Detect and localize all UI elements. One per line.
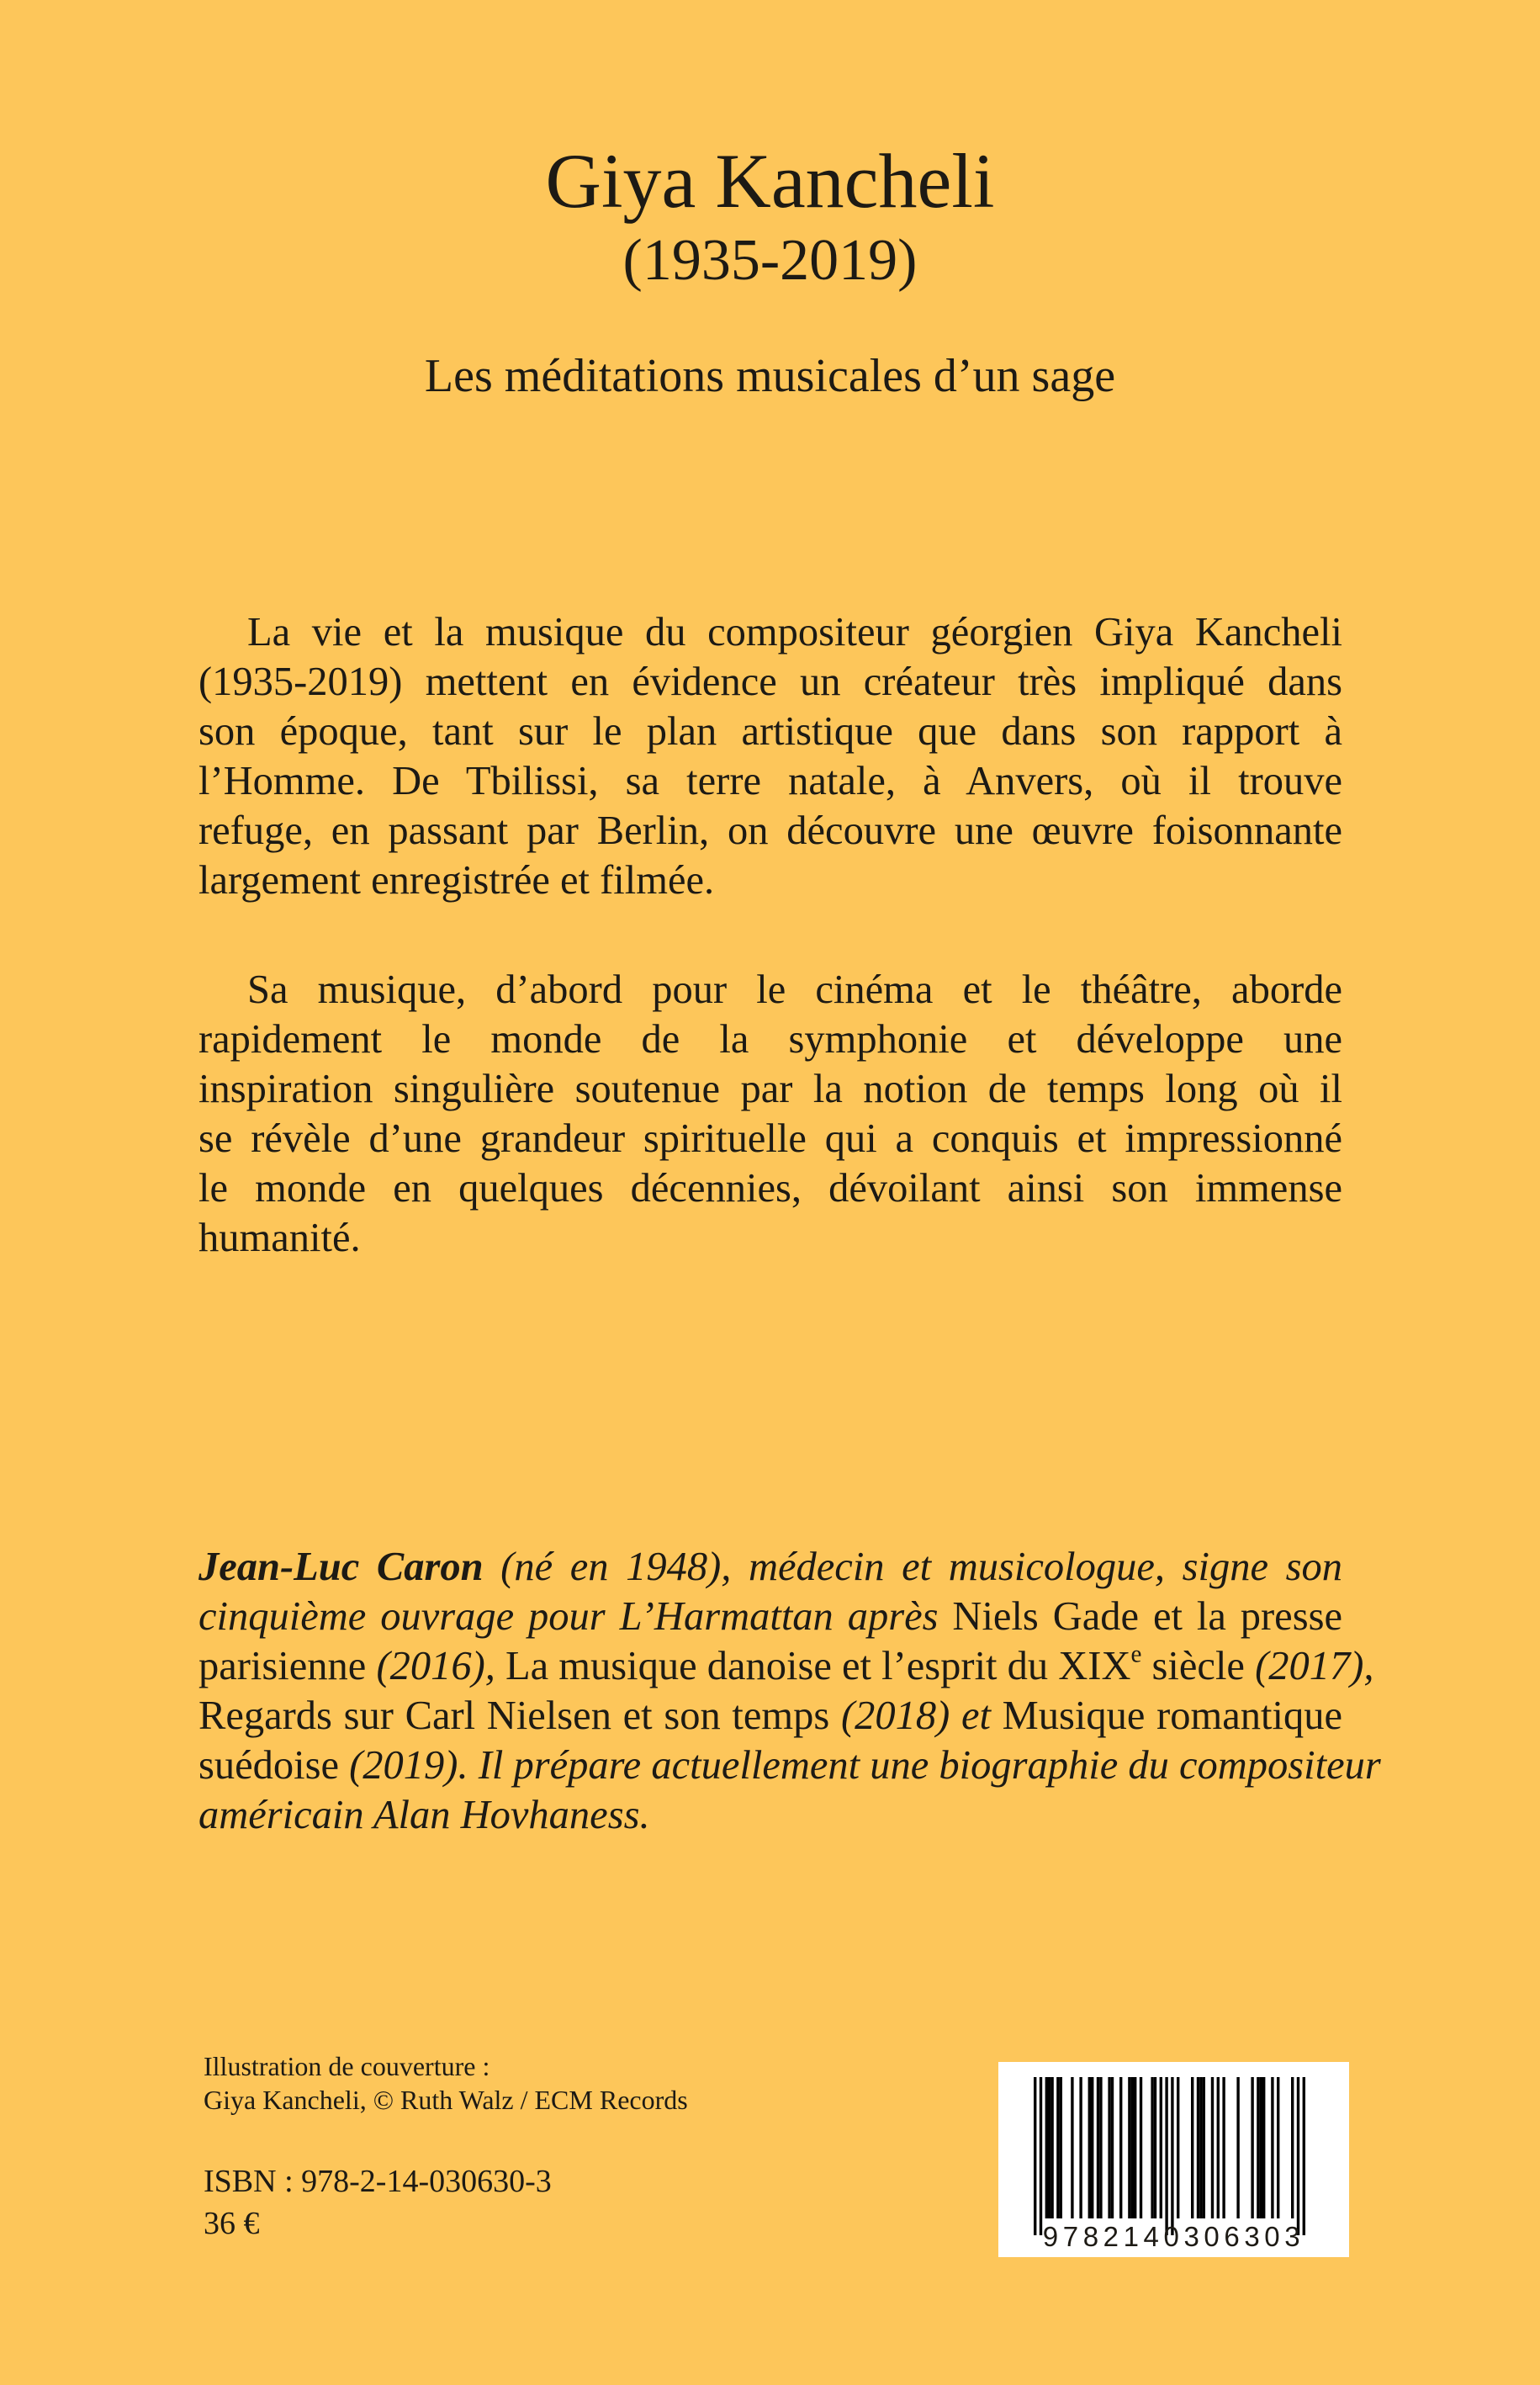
barcode-bar	[1277, 2077, 1279, 2218]
barcode-bar	[1257, 2077, 1259, 2218]
barcode-bar	[1088, 2077, 1091, 2218]
barcode-bar	[1271, 2077, 1273, 2218]
barcode-bar	[1251, 2077, 1253, 2218]
barcode-bar	[1171, 2077, 1173, 2235]
barcode-bar	[1199, 2077, 1202, 2218]
barcode-bar	[1236, 2077, 1239, 2218]
barcode-bar	[1079, 2077, 1082, 2218]
summary-line: (1935-2019) mettent en évidence un créateur très impliqué dans	[198, 660, 1342, 704]
barcode-bar	[1128, 2077, 1130, 2218]
barcode-bar	[1303, 2077, 1305, 2235]
book-title: Giya Kancheli	[545, 138, 995, 224]
bio-line: américain Alan Hovhaness.	[198, 1793, 650, 1837]
barcode-bar	[1197, 2077, 1199, 2218]
summary-line: inspiration singulière soutenue par la notion de temps long où il	[198, 1067, 1342, 1111]
barcode-bar	[1291, 2077, 1294, 2218]
isbn-block	[204, 2160, 552, 2245]
barcode-bar	[1091, 2077, 1093, 2218]
barcode-bar	[1045, 2077, 1048, 2218]
barcode-bar	[1071, 2077, 1073, 2218]
barcode-bar	[1119, 2077, 1122, 2218]
summary-line: se révèle d’une grandeur spirituelle qui a conquis et impressionné	[198, 1116, 1342, 1161]
cover-credit	[204, 2049, 688, 2117]
barcode-bar	[1217, 2077, 1220, 2218]
summary-line: le monde en quelques décennies, dévoilant ainsi son immense	[198, 1166, 1342, 1211]
summary-line: son époque, tant sur le plan artistique que dans son rapport à	[198, 709, 1342, 754]
book-subtitle: Les méditations musicales d’un sage	[424, 350, 1116, 402]
isbn: ISBN : 978-2-14-030630-3	[204, 2164, 552, 2199]
barcode-bar	[1108, 2077, 1110, 2218]
barcode-bar	[1297, 2077, 1299, 2235]
barcode-bar	[1191, 2077, 1193, 2218]
summary-line: La vie et la musique du compositeur géorgien Giya Kancheli	[247, 610, 1342, 655]
credit-line-1: Illustration de couverture :	[204, 2051, 490, 2081]
barcode-bar	[1048, 2077, 1050, 2218]
barcode-bar	[1050, 2077, 1053, 2218]
bio-line: Regards sur Carl Nielsen et son temps (2018) et Musique romantique	[198, 1693, 1342, 1738]
barcode-bar	[1140, 2077, 1142, 2218]
summary-line: refuge, en passant par Berlin, on découvre une œuvre foisonnante	[198, 808, 1342, 853]
summary-paragraph-2	[198, 965, 1342, 1263]
bio-line: cinquième ouvrage pour L’Harmattan après Niels Gade et la presse	[198, 1594, 1342, 1639]
barcode-bar	[1056, 2077, 1059, 2218]
barcode-bar	[1060, 2077, 1062, 2218]
barcode-bar	[1131, 2077, 1134, 2218]
barcode-bar	[1262, 2077, 1265, 2218]
author-name: Jean-Luc Caron	[198, 1545, 484, 1589]
barcode-bar	[1177, 2077, 1179, 2218]
barcode-bar	[1111, 2077, 1114, 2218]
barcode-bar	[1222, 2077, 1225, 2218]
price: 36 €	[204, 2206, 260, 2241]
bio-line: suédoise (2019). Il prépare actuellement une biographie du compositeur	[198, 1743, 1381, 1788]
barcode-bar	[1134, 2077, 1136, 2218]
barcode	[998, 2062, 1349, 2257]
barcode-bar	[1097, 2077, 1099, 2218]
summary-line: rapidement le monde de la symphonie et développe une	[198, 1017, 1342, 1062]
summary-line: humanité.	[198, 1216, 361, 1260]
barcode-bar	[1203, 2077, 1205, 2218]
barcode-bar	[1034, 2077, 1036, 2235]
barcode-bar	[1165, 2077, 1167, 2235]
summary-line: l’Homme. De Tbilissi, sa terre natale, à Anvers, où il trouve	[198, 759, 1342, 803]
barcode-bar	[1099, 2077, 1102, 2218]
barcode-bar	[1154, 2077, 1156, 2218]
barcode-bar	[1160, 2077, 1162, 2218]
barcode-bar	[1151, 2077, 1153, 2218]
barcode-digits: 9782140306303	[1042, 2221, 1305, 2252]
summary-line: largement enregistrée et filmée.	[198, 858, 715, 903]
summary-line: Sa musique, d’abord pour le cinéma et le théâtre, aborde	[247, 967, 1342, 1012]
barcode-bar	[1260, 2077, 1262, 2218]
book-dates: (1935-2019)	[622, 228, 918, 293]
barcode-bar	[1040, 2077, 1042, 2235]
barcode-bar	[1211, 2077, 1214, 2218]
bio-line: parisienne (2016), La musique danoise et l’esprit du XIXe siècle (2017),	[198, 1640, 1374, 1688]
author-bio	[198, 1542, 1381, 1840]
bio-line: Jean-Luc Caron (né en 1948), médecin et musicologue, signe son	[198, 1545, 1342, 1589]
summary-paragraph-1	[198, 607, 1342, 905]
credit-line-2: Giya Kancheli, © Ruth Walz / ECM Records	[204, 2085, 688, 2115]
